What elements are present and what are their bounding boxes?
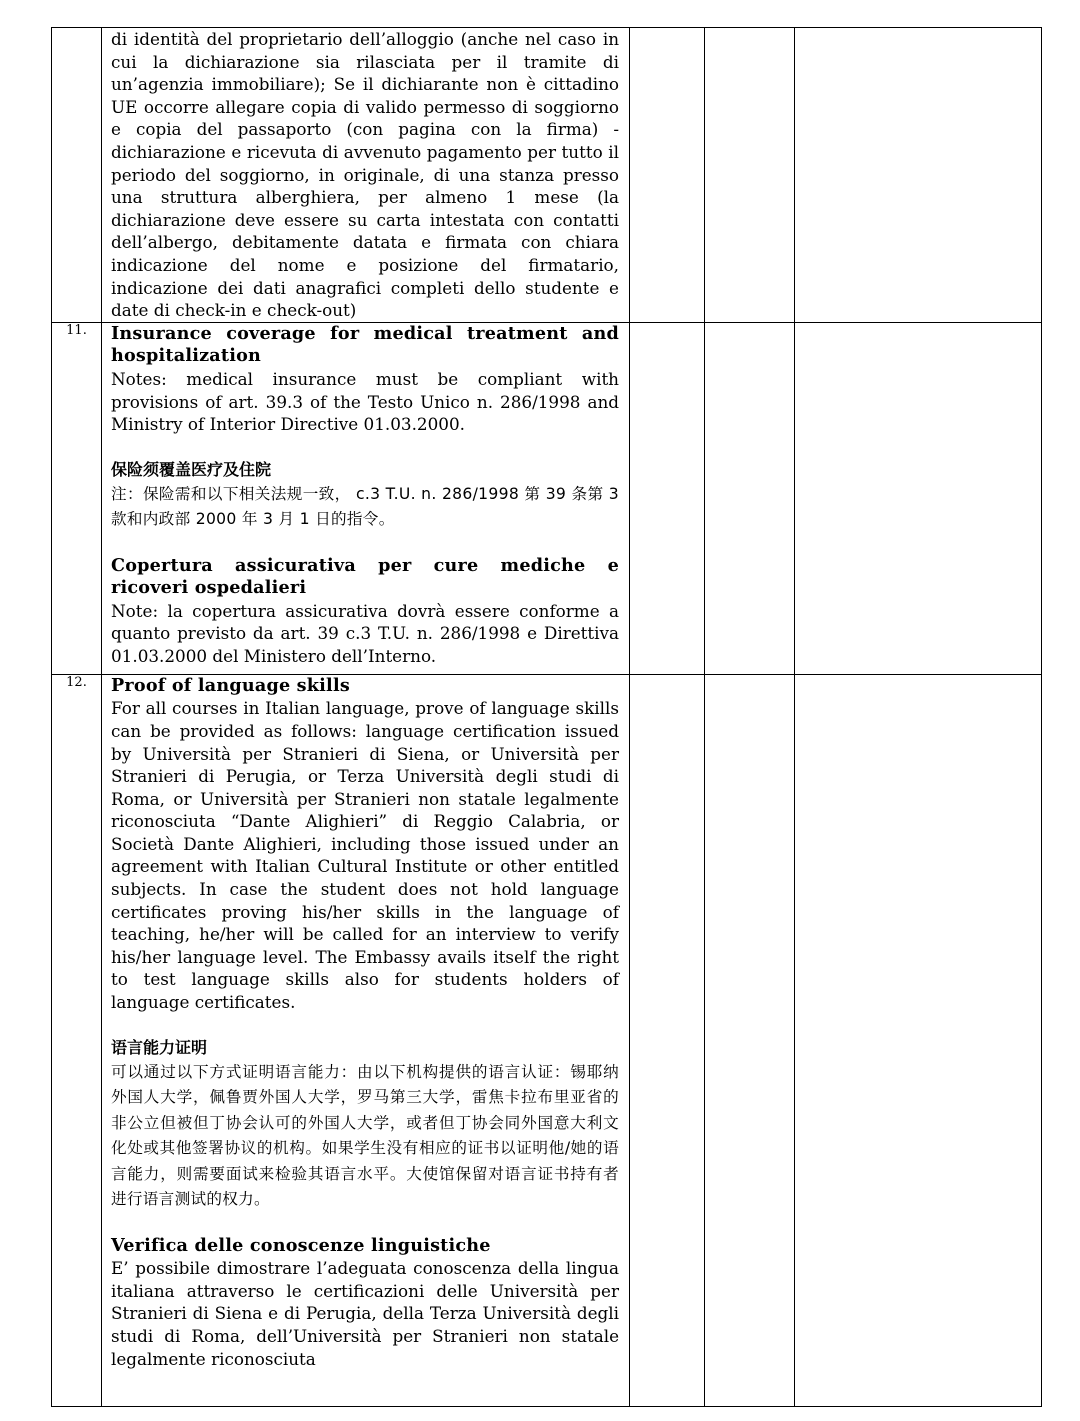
english-title: Proof of language skills bbox=[111, 674, 350, 696]
english-text: For all courses in Italian language, prove of language skills can be provided as follows: language certification issued by Università per Stranieri di Siena, or Università per Stranieri di Perugia, or Terza Università degli studi di Roma, or Università per Stranieri non statale legalmente riconosciuta “Dante Alighieri” di Reggio Calabria, or Società Dante Alighieri, including those issued under an agreement with Italian Cultural Institute or other entitled subjects. In case the student does not hold language certificates proving his/her skills in the language of teaching, he/her will be called for an interview to verify his/her language level. The Embassy avails itself the right to test language skills also for students holders of language certificates. bbox=[111, 698, 619, 1013]
row-description bbox=[102, 674, 630, 1406]
table-row bbox=[52, 674, 1042, 1406]
chinese-text: 注：保险需和以下相关法规一致， c.3 T.U. n. 286/1998 第 39 条第 3 款和内政部 2000 年 3 月 1 日的指令。 bbox=[111, 484, 619, 529]
empty-cell bbox=[630, 674, 705, 1406]
row-number bbox=[52, 28, 102, 323]
empty-cell bbox=[630, 28, 705, 323]
empty-cell bbox=[705, 322, 795, 674]
empty-cell bbox=[630, 322, 705, 674]
italian-text: Note: la copertura assicurativa dovrà essere conforme a quanto previsto da art. 39 c.3 T.U. n. 286/1998 e Direttiva 01.03.2000 del Ministero dell’Interno. bbox=[111, 600, 619, 667]
row-description bbox=[102, 28, 630, 323]
row-number: 11. bbox=[52, 322, 102, 674]
row-text: di identità del proprietario dell’alloggio (anche nel caso in cui la dichiarazione sia rilasciata per il tramite di un’agenzia immobiliare); Se il dichiarante non è cittadino UE occorre allegare copia di valido permesso di soggiorno e copia del passaporto (con pagina con la firma) - dichiarazione e ricevuta di avvenuto pagamento per tutto il periodo del soggiorno, in originale, di una stanza presso una struttura alberghiera, per almeno 1 mese (la dichiarazione deve essere su carta intestata con contatti dell’albergo, debitamente datata e firmata con chiara indicazione del nome e posizione del firmatario, indicazione dei dati anagrafici completi dello studente e date di check-in e check-out) bbox=[111, 29, 619, 321]
english-text: Notes: medical insurance must be compliant with provisions of art. 39.3 of the Testo Unico n. 286/1998 and Ministry of Interior Directive 01.03.2000. bbox=[111, 368, 619, 435]
italian-text: E’ possibile dimostrare l’adeguata conoscenza della lingua italiana attraverso le certificazioni delle Università per Stranieri di Siena e di Perugia, della Terza Università degli studi di Roma, dell’Università per Stranieri non statale legalmente riconosciuta bbox=[111, 1258, 619, 1369]
chinese-text: 可以通过以下方式证明语言能力：由以下机构提供的语言认证：锡耶纳外国人大学，佩鲁贾外国人大学，罗马第三大学，雷焦卡拉布里亚省的非公立但被但丁协会认可的外国人大学，或者但丁协会同外国意大利文化处或其他签署协议的机构。如果学生没有相应的证书以证明他/她的语言能力，则需要面试来检验其语言水平。大使馆保留对语言证书持有者进行语言测试的权力。 bbox=[111, 1062, 619, 1209]
row-number: 12. bbox=[52, 674, 102, 1406]
empty-cell bbox=[795, 674, 1042, 1406]
row-description bbox=[102, 322, 630, 674]
table-row bbox=[52, 322, 1042, 674]
empty-cell bbox=[705, 28, 795, 323]
italian-title: Verifica delle conoscenze linguistiche bbox=[111, 1234, 491, 1256]
english-title: Insurance coverage for medical treatment and hospitalization bbox=[111, 322, 619, 367]
document-table bbox=[51, 27, 1042, 1407]
italian-title: Copertura assicurativa per cure mediche e ricoveri ospedalieri bbox=[111, 554, 619, 599]
empty-cell bbox=[705, 674, 795, 1406]
chinese-title: 保险须覆盖医疗及住院 bbox=[111, 459, 272, 479]
empty-cell bbox=[795, 28, 1042, 323]
chinese-title: 语言能力证明 bbox=[111, 1037, 208, 1057]
empty-cell bbox=[795, 322, 1042, 674]
table-row bbox=[52, 28, 1042, 323]
